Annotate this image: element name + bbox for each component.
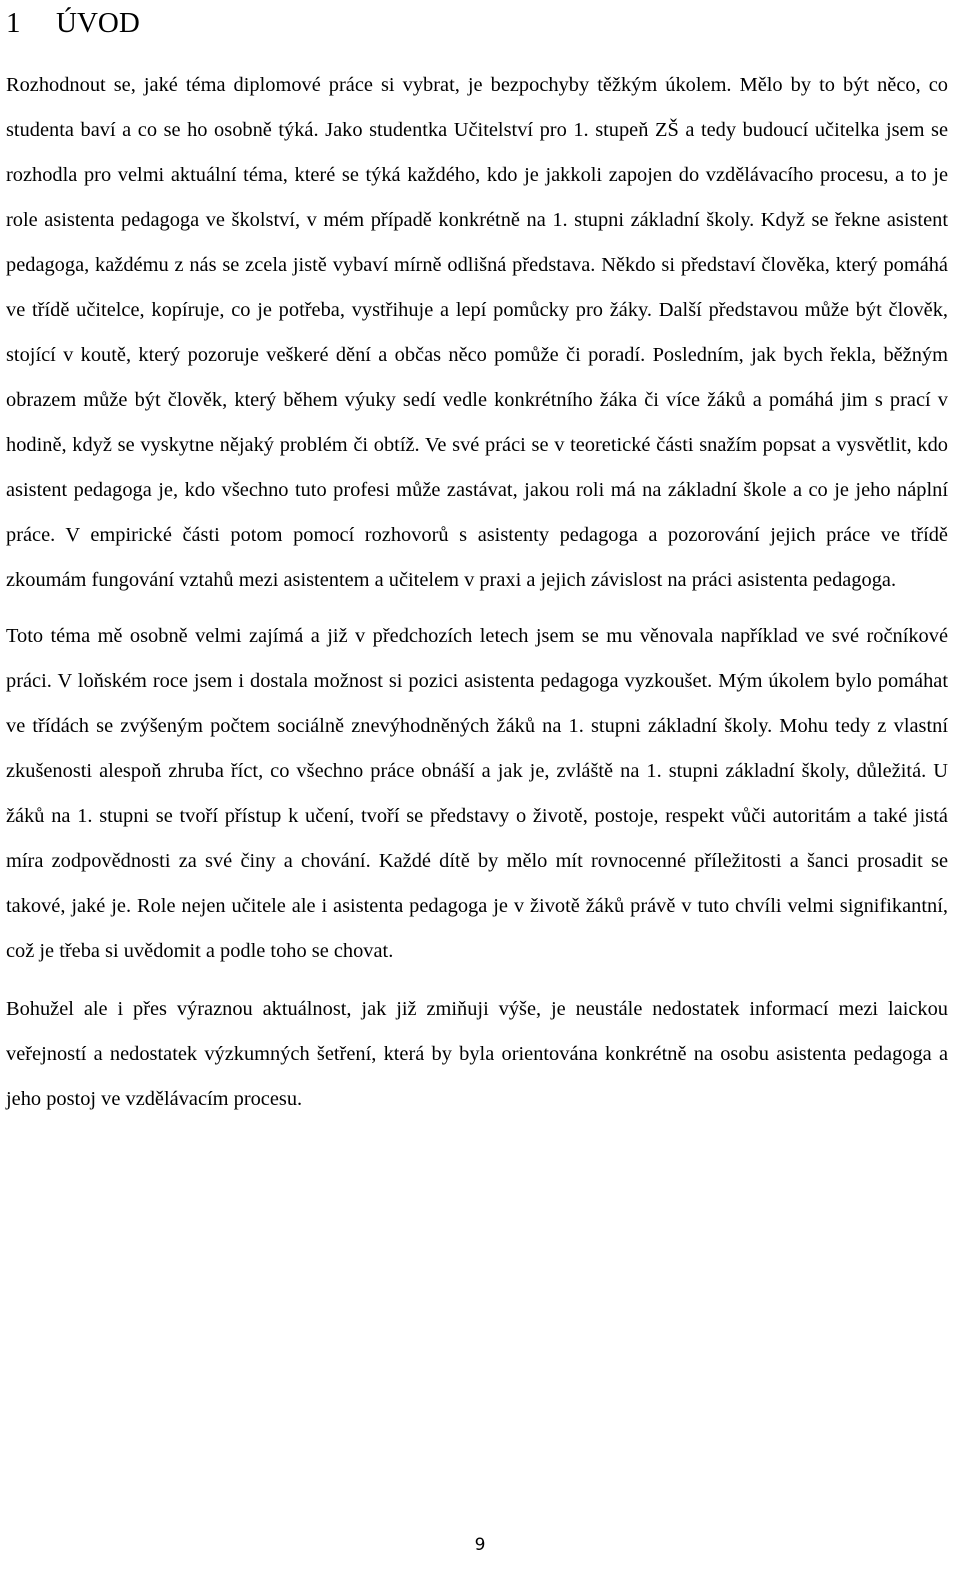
paragraph-motivation: Toto téma mě osobně velmi zajímá a již v předchozích letech jsem se mu věnovala například ve své ročníkové práci. V loňském roce jsem i dostala možnost si pozici asistenta pedagoga vyzkoušet. Mým úkolem bylo pomáhat ve třídách se zvýšeným počtem sociálně znevýhodněných žáků na 1. stupni základní školy. Mohu tedy z vlastní zkušenosti alespoň zhruba říct, co všechno práce obnáší a jak je, zvláště na 1. stupni základní školy, důležitá. U žáků na 1. stupni se tvoří přístup k učení, tvoří se představy o životě, postoje, respekt vůči autoritám a také jistá míra zodpovědnosti za své činy a chování. Každé dítě by mělo mít rovnocenné příležitosti a šanci prosadit se takové, jaké je. Role nejen učitele ale i asistenta pedagoga je v životě žáků právě v tuto chvíli velmi signifikantní, což je třeba si uvědomit a podle toho se chovat. [6, 625, 948, 962]
chapter-number: 1 [6, 7, 21, 39]
page-number: 9 [474, 1535, 486, 1555]
paragraph-intro: Rozhodnout se, jaké téma diplomové práce si vybrat, je bezpochyby těžkým úkolem. Mělo by to být něco, co studenta baví a co se ho osobně týká. Jako studentka Učitelství pro 1. stupeň ZŠ a tedy budoucí učitelka jsem se rozhodla pro velmi aktuální téma, které se týká každého, kdo je jakkoli zapojen do vzdělávacího procesu, a to je role asistenta pedagoga ve školství, v mém případě konkrétně na 1. stupni základní školy. Když se řekne asistent pedagoga, každému z nás se zcela jistě vybaví mírně odlišná představa. Někdo si představí člověka, který pomáhá ve třídě učitelce, kopíruje, co je potřeba, vystřihuje a lepí pomůcky pro žáky. Další představou může být člověk, stojící v koutě, který pozoruje veškeré dění a občas něco pomůže či poradí. Posledním, jak bych řekla, běžným obrazem může být člověk, který během výuky sedí vedle konkrétního žáka či více žáků a pomáhá jim s prací v hodině, když se vyskytne nějaký problém či obtíž. Ve své práci se v teoretické části snažím popsat a vysvětlit, kdo asistent pedagoga je, kdo všechno tuto profesi může zastávat, jakou roli má na základní škole a co je jeho náplní práce. V empirické části potom pomocí rozhovorů s asistenty pedagoga a pozorování jejich práce ve třídě zkoumám fungování vztahů mezi asistentem a učitelem v praxi a jejich závislost na práci asistenta pedagoga. [6, 74, 948, 591]
paragraph-problem: Bohužel ale i přes výraznou aktuálnost, jak již zmiňuji výše, je neustále nedostatek informací mezi laickou veřejností a nedostatek výzkumných šetření, která by byla orientována konkrétně na osobu asistenta pedagoga a jeho postoj ve vzdělávacím procesu. [6, 998, 948, 1110]
chapter-heading [6, 0, 948, 48]
document-page [6, 0, 948, 1122]
chapter-title: ÚVOD [56, 7, 140, 39]
